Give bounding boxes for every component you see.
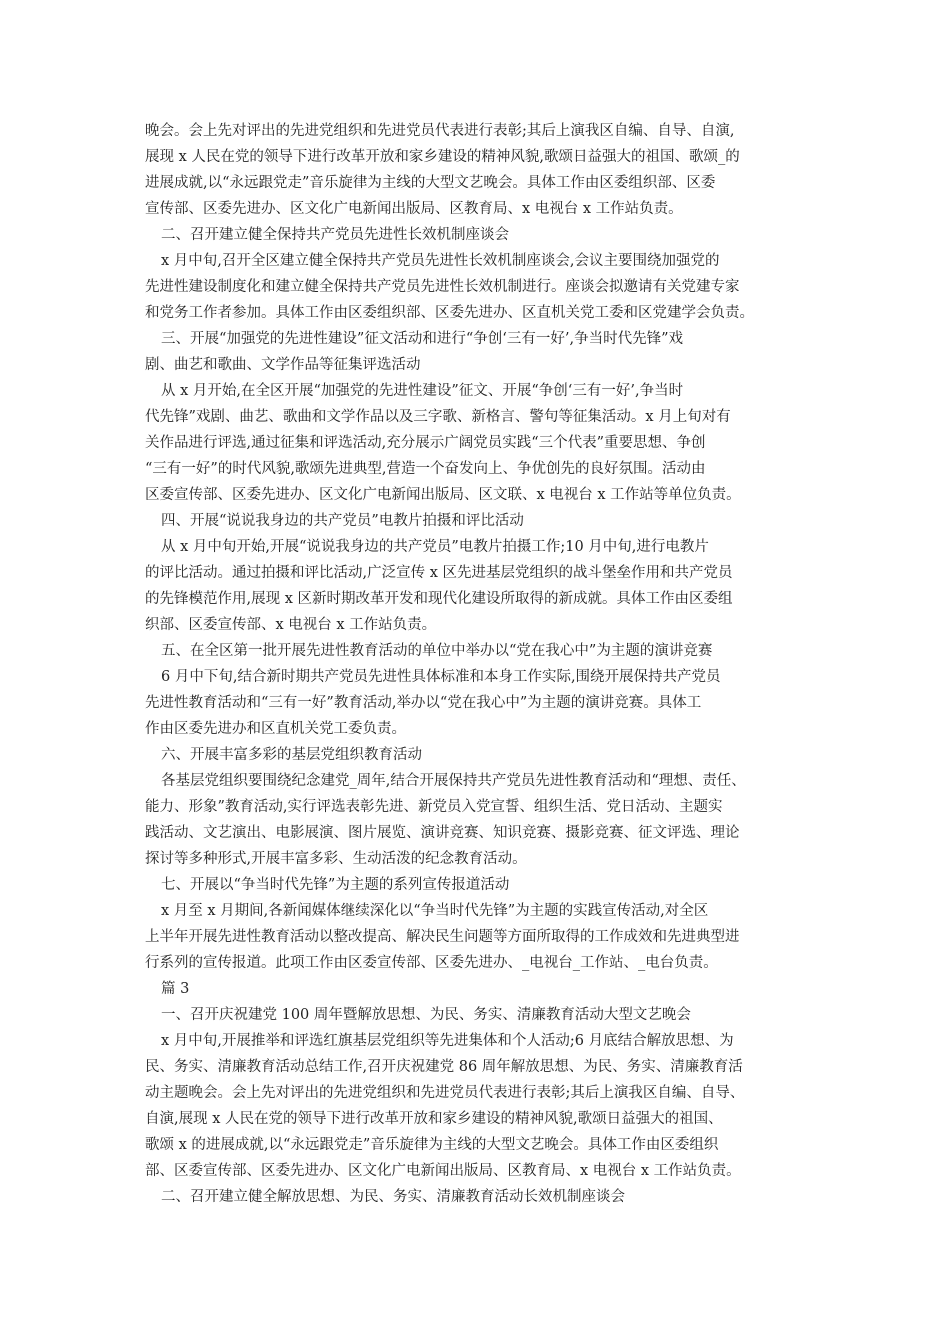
text-line: x 月中旬,开展推举和评选红旗基层党组织等先进集体和个人活动;6 月底结合解放思想、为 xyxy=(161,1033,734,1049)
text-line: 能力、形象”教育活动,实行评选表彰先进、新党员入党宣誓、组织生活、党日活动、主题实 xyxy=(145,799,723,815)
text-line: 一、召开庆祝建党 100 周年暨解放思想、为民、务实、清廉教育活动大型文艺晚会 xyxy=(161,1007,691,1023)
text-line: 二、召开建立健全解放思想、为民、务实、清廉教育活动长效机制座谈会 xyxy=(161,1189,625,1205)
text-line: 晚会。会上先对评出的先进党组织和先进党员代表进行表彰;其后上演我区自编、自导、自演, xyxy=(145,123,735,139)
text-line: 从 x 月开始,在全区开展“加强党的先进性建设”征文、开展“争创‘三有一好’,争当时 xyxy=(161,383,684,399)
text-line: 的先锋模范作用,展现 x 区新时期改革开发和现代化建设所取得的新成就。具体工作由区委组 xyxy=(145,591,733,607)
text-line: 先进性教育活动和“三有一好”教育活动,举办以“党在我心中”为主题的演讲竞赛。具体工 xyxy=(145,695,702,711)
text-line: 二、召开建立健全保持共产党员先进性长效机制座谈会 xyxy=(161,227,509,243)
text-line: 织部、区委宣传部、x 电视台 x 工作站负责。 xyxy=(145,617,437,633)
text-line: 剧、曲艺和歌曲、文学作品等征集评选活动 xyxy=(145,357,421,373)
text-line: 关作品进行评选,通过征集和评选活动,充分展示广阔党员实践“三个代表”重要思想、争创 xyxy=(145,435,706,451)
text-line: 三、开展“加强党的先进性建设”征文活动和进行“争创‘三有一好’,争当时代先锋”戏 xyxy=(161,331,683,347)
text-line: 四、开展“说说我身边的共产党员”电教片拍摄和评比活动 xyxy=(161,513,524,529)
text-line: 各基层党组织要围绕纪念建党_周年,结合开展保持共产党员先进性教育活动和“理想、责任、 xyxy=(161,773,746,789)
text-line: 六、开展丰富多彩的基层党组织教育活动 xyxy=(161,747,422,763)
text-line: 自演,展现 x 人民在党的领导下进行改革开放和家乡建设的精神风貌,歌颂日益强大的祖国、 xyxy=(145,1111,723,1127)
text-line: 和党务工作者参加。具体工作由区委组织部、区委先进办、区直机关党工委和区党建学会负责。 xyxy=(145,305,754,321)
text-line: 歌颂 x 的进展成就,以“永远跟党走”音乐旋律为主线的大型文艺晚会。具体工作由区委组织 xyxy=(145,1137,719,1153)
text-line: “三有一好”的时代风貌,歌颂先进典型,营造一个奋发向上、争优创先的良好氛围。活动由 xyxy=(145,461,706,477)
text-line: 宣传部、区委先进办、区文化广电新闻出版局、区教育局、x 电视台 x 工作站负责。 xyxy=(145,201,683,217)
text-line: x 月中旬,召开全区建立健全保持共产党员先进性长效机制座谈会,会议主要围绕加强党的 xyxy=(161,253,720,269)
document-body xyxy=(145,118,815,1210)
text-line: 进展成就,以“永远跟党走”音乐旋律为主线的大型文艺晚会。具体工作由区委组织部、区委 xyxy=(145,175,716,191)
text-line: 部、区委宣传部、区委先进办、区文化广电新闻出版局、区教育局、x 电视台 x 工作站负责。 xyxy=(145,1163,741,1179)
text-line: 的评比活动。通过拍摄和评比活动,广泛宣传 x 区先进基层党组织的战斗堡垒作用和共产党员 xyxy=(145,565,733,581)
text-line: 篇 3 xyxy=(161,981,190,997)
text-line: 探讨等多种形式,开展丰富多彩、生动活泼的纪念教育活动。 xyxy=(145,851,527,867)
text-line: 七、开展以“争当时代先锋”为主题的系列宣传报道活动 xyxy=(161,877,510,893)
text-line: x 月至 x 月期间,各新闻媒体继续深化以“争当时代先锋”为主题的实践宣传活动,对全区 xyxy=(161,903,709,919)
text-line: 上半年开展先进性教育活动以整改提高、解决民生问题等方面所取得的工作成效和先进典型进 xyxy=(145,929,740,945)
text-line: 6 月中下旬,结合新时期共产党员先进性具体标准和本身工作实际,围绕开展保持共产党员 xyxy=(161,669,721,685)
text-line: 践活动、文艺演出、电影展演、图片展览、演讲竞赛、知识竞赛、摄影竞赛、征文评选、理论 xyxy=(145,825,740,841)
text-line: 区委宣传部、区委先进办、区文化广电新闻出版局、区文联、x 电视台 x 工作站等单位负责。 xyxy=(145,487,741,503)
text-line: 先进性建设制度化和建立健全保持共产党员先进性长效机制进行。座谈会拟邀请有关党建专家 xyxy=(145,279,740,295)
text-line: 民、务实、清廉教育活动总结工作,召开庆祝建党 86 周年解放思想、为民、务实、清廉教育活 xyxy=(145,1059,743,1075)
text-line: 作由区委先进办和区直机关党工委负责。 xyxy=(145,721,406,737)
text-line: 五、在全区第一批开展先进性教育活动的单位中举办以“党在我心中”为主题的演讲竞赛 xyxy=(161,643,713,659)
text-line: 从 x 月中旬开始,开展“说说我身边的共产党员”电教片拍摄工作;10 月中旬,进行电教片 xyxy=(161,539,709,555)
text-line: 展现 x 人民在党的领导下进行改革开放和家乡建设的精神风貌,歌颂日益强大的祖国、歌颂_的 xyxy=(145,149,740,165)
text-line: 代先锋”戏剧、曲艺、歌曲和文学作品以及三字歌、新格言、警句等征集活动。x 月上旬对有 xyxy=(145,409,731,425)
text-line: 行系列的宣传报道。此项工作由区委宣传部、区委先进办、_电视台_工作站、_电台负责。 xyxy=(145,955,718,971)
text-line: 动主题晚会。会上先对评出的先进党组织和先进党员代表进行表彰;其后上演我区自编、自导、 xyxy=(145,1085,745,1101)
